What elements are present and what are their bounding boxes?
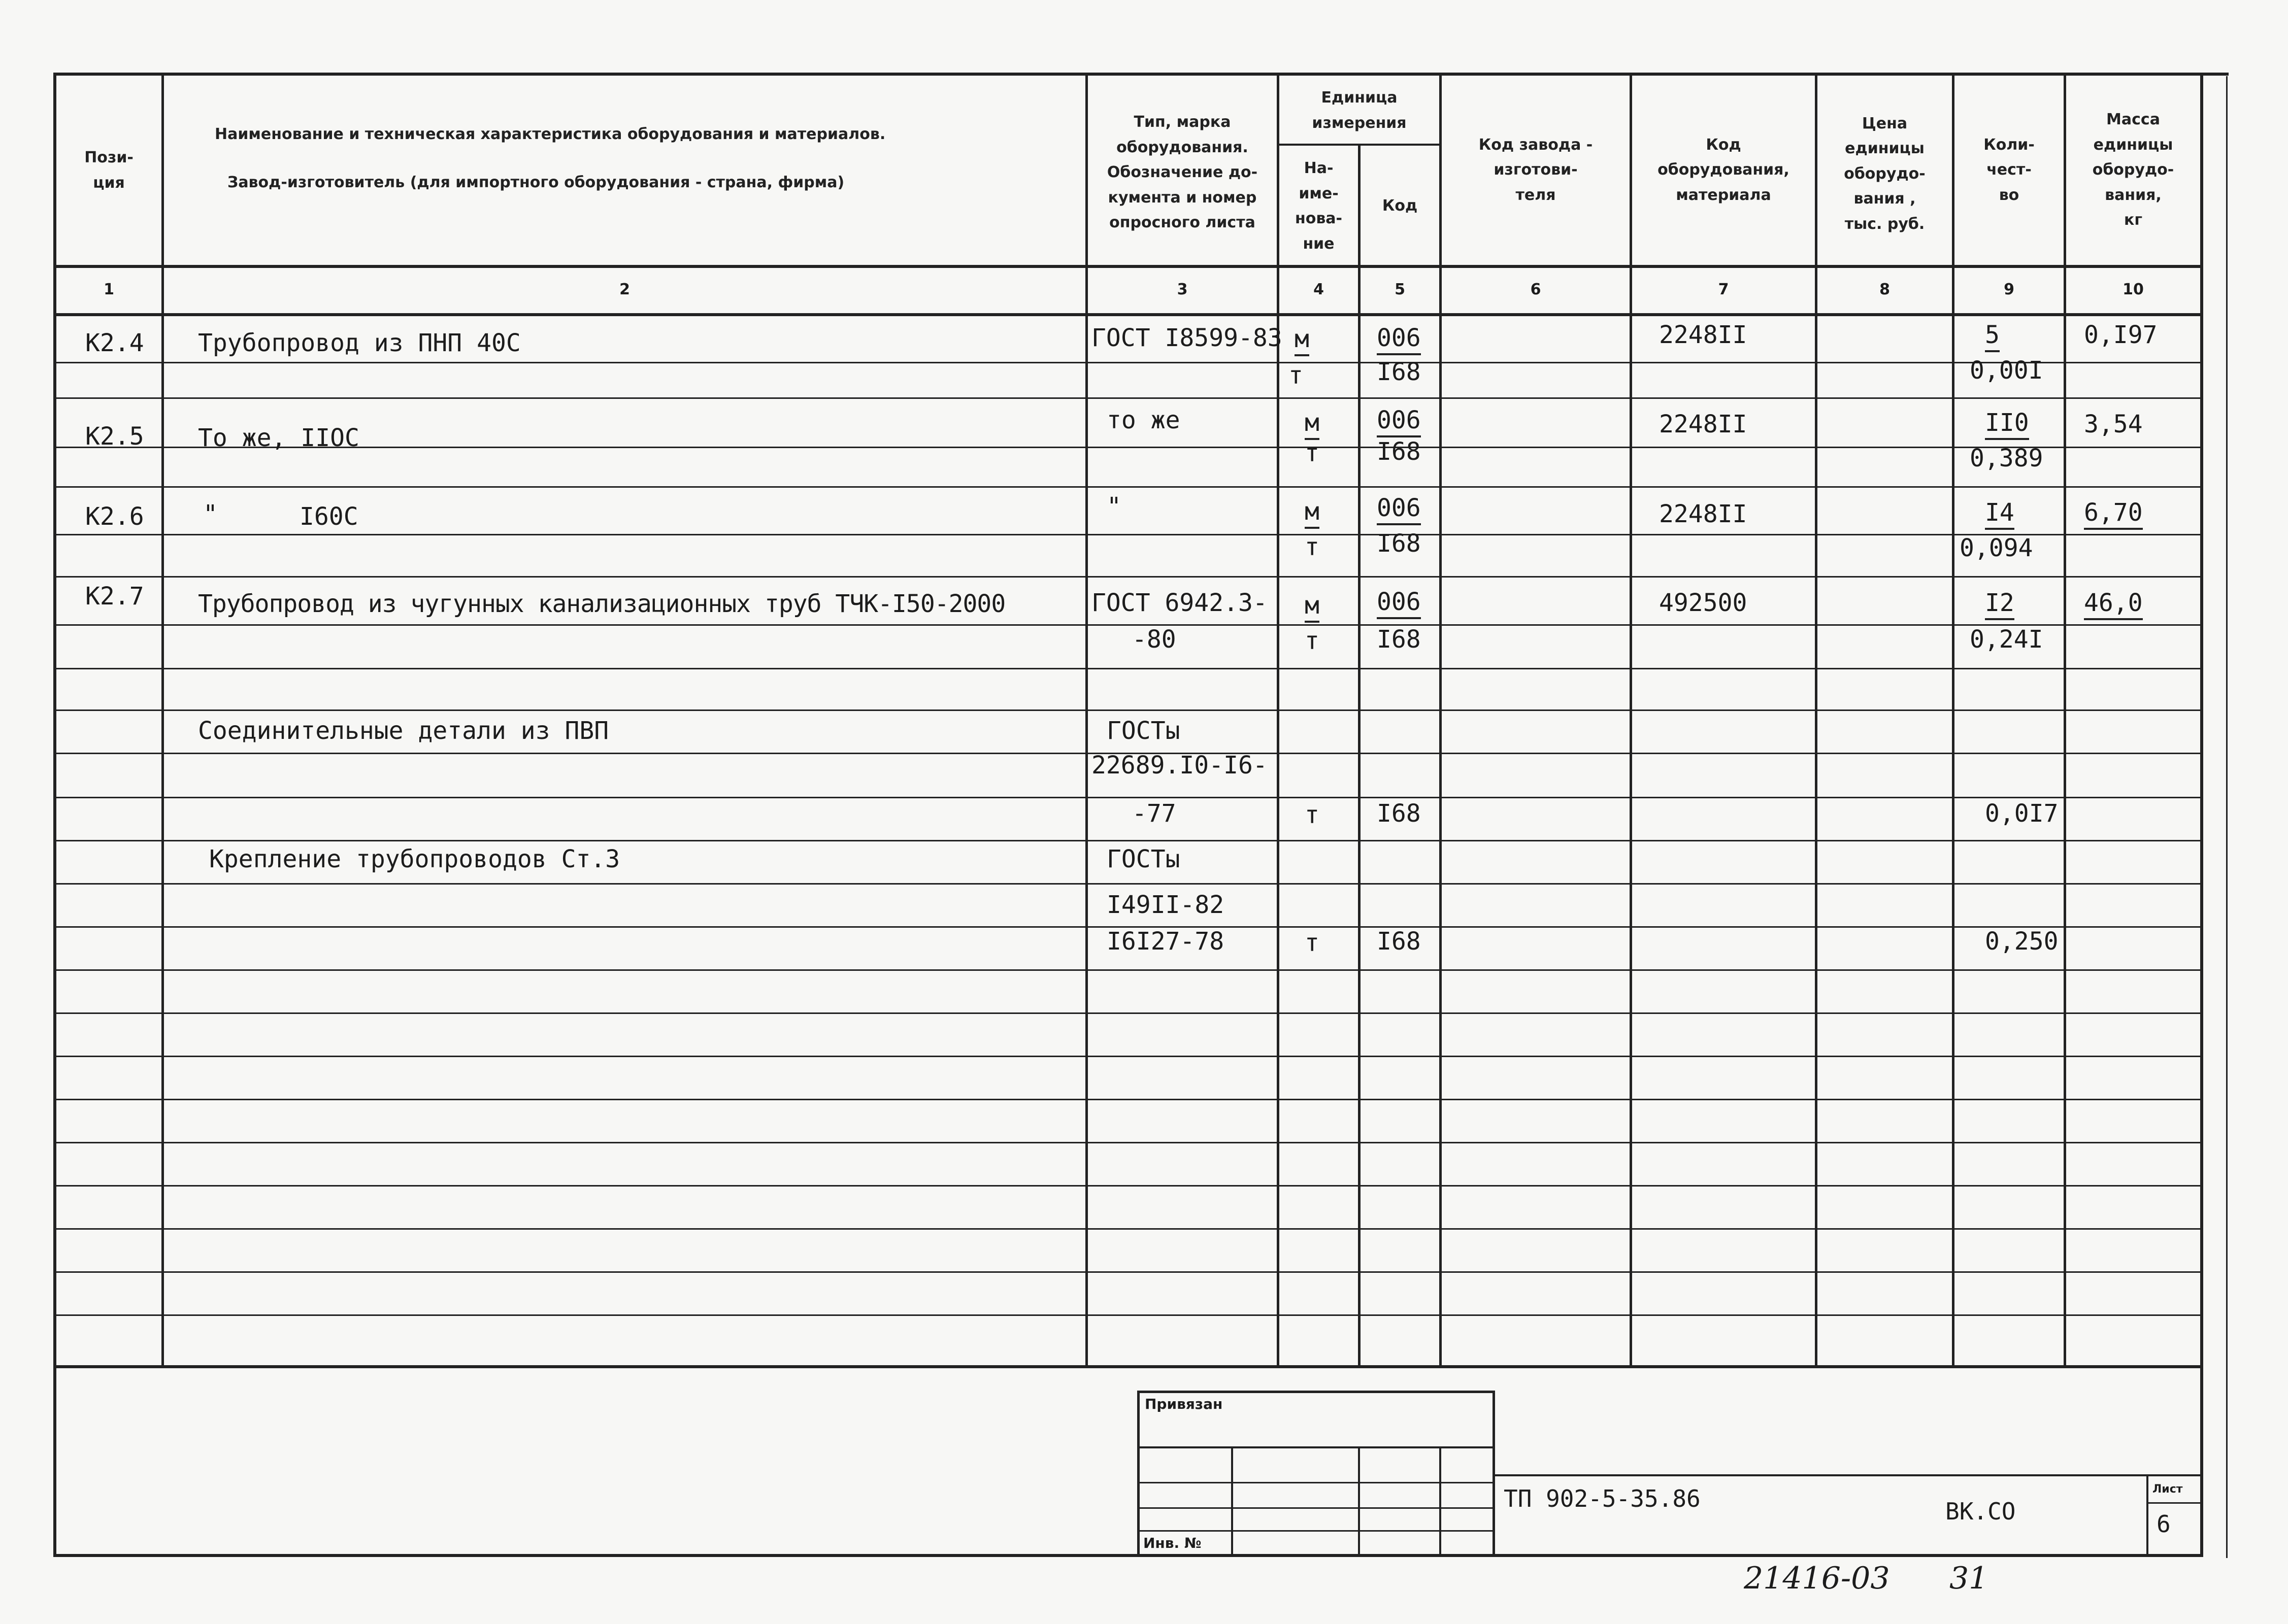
colnum-9: 9 [2004,280,2014,298]
colnum-2: 2 [619,280,630,298]
frame-right-edge [2226,76,2228,1558]
row-line [53,576,2203,578]
row-k26-doc: " [1107,492,1121,521]
header-name-line1: Наименование и техническая характеристика оборудования и материалов. [215,125,886,144]
row-k24-position: К2.4 [85,329,144,357]
handwritten-page: 31 [1949,1561,1988,1596]
header-mass: Масса единицы оборудо- вания, кг [2092,111,2174,229]
row-k26-material-code: 2248II [1659,500,1747,528]
row-line [53,797,2203,798]
header-material-code: Код оборудования, материала [1657,136,1789,204]
colnum-bottom-line [53,313,2203,316]
row-line [53,1185,2203,1187]
row-k24-qty2: 0,00I [1970,356,2043,385]
row-k25-name: То же, IIOС [198,424,359,452]
row-k25-unit2: т [1305,439,1319,467]
sheet-box-left [2146,1474,2148,1555]
stamp-row-1 [1137,1446,1495,1448]
row-k25-mass: 3,54 [2084,410,2143,438]
row-k25-doc: то же [1107,406,1180,434]
row-pvp-qty: 0,0I7 [1985,799,2059,828]
row-k24-doc: ГОСТ I8599-83 [1091,324,1282,352]
stamp-top-border [1137,1391,1495,1393]
row-line [53,362,2203,363]
row-line [53,840,2203,841]
header-quantity: Коли- чест- во [1983,136,2035,204]
row-k27-unit2: т [1305,627,1319,655]
row-line [53,883,2203,885]
title-mark: ВК.СО [1945,1498,2016,1525]
colnum-8: 8 [1879,280,1890,298]
row-k26-code2: I68 [1377,529,1421,558]
frame-bottom [53,1554,2203,1557]
row-pvp-unit: т [1305,801,1319,829]
colnum-6: 6 [1530,280,1541,298]
stamp-row-2 [1137,1482,1495,1483]
sheet-label: Лист [2152,1483,2183,1496]
header-name-line2: Завод-изготовитель (для импортного оборудования - страна, фирма) [227,174,845,192]
row-k27-name: Трубопровод из чугунных канализационных труб ТЧК-I50-2000 [198,590,1006,618]
row-line [53,1271,2203,1273]
row-k26-name-ditto: " [203,500,218,528]
row-k24-name: Трубопровод из ПНП 40С [198,329,521,357]
row-krep-code: I68 [1377,927,1421,956]
row-k24-unit2: т [1288,361,1303,390]
colnum-10: 10 [2123,280,2144,298]
row-k27-position: К2.7 [85,582,144,611]
row-line [53,486,2203,488]
unit-subheader-line [1277,144,1442,146]
sheet-box-divider [2146,1502,2203,1504]
header-position: Пози- ция [84,149,134,192]
header-unit-code: Код [1382,197,1418,215]
row-k27-qty1: I2 [1985,589,2014,620]
handwritten-number: 21416-03 [1744,1561,1890,1596]
row-k25-material-code: 2248II [1659,410,1747,438]
row-k26-code1: 006 [1377,494,1421,525]
row-k25-position: К2.5 [85,422,144,451]
row-line [53,1012,2203,1014]
row-k24-code2: I68 [1377,358,1421,386]
row-k27-unit1: м [1305,591,1319,623]
row-pvp-name: Соединительные детали из ПВП [198,717,609,745]
row-line [53,1314,2203,1316]
colnum-3: 3 [1177,280,1188,298]
row-line [53,1056,2203,1057]
row-k26-name: I60С [300,502,358,531]
header-price: Цена единицы оборудо- вания , тыс. руб. [1844,114,1926,233]
row-krep-qty: 0,250 [1985,927,2059,956]
table-bottom-line [53,1365,2203,1368]
stamp-col-3 [1439,1446,1441,1555]
row-k25-code1: 006 [1377,406,1421,437]
row-k25-code2: I68 [1377,437,1421,466]
row-k26-unit1: м [1305,497,1319,529]
row-k27-mass: 46,0 [2084,589,2143,620]
sheet-number: 6 [2157,1510,2171,1538]
row-k24-unit1: м [1295,325,1309,356]
row-k24-qty1: 5 [1985,321,2000,352]
row-pvp-doc3: -77 [1132,799,1176,828]
row-k27-qty2: 0,24I [1970,625,2043,654]
row-k26-qty1: I4 [1985,498,2014,530]
header-type: Тип, марка оборудования. Обозначение до- кумента и номер опросного листа [1107,113,1258,232]
row-pvp-doc2: 22689.I0-I6- [1091,751,1268,780]
colnum-5: 5 [1395,280,1405,298]
row-line [53,1228,2203,1230]
row-k27-code1: 006 [1377,588,1421,619]
row-line [53,969,2203,971]
title-doc-code: ТП 902-5-35.86 [1504,1485,1701,1512]
stamp-privyazan-label: Привязан [1145,1396,1223,1412]
stamp-col-2 [1358,1446,1360,1555]
stamp-row-4 [1137,1530,1495,1532]
row-k25-qty2: 0,389 [1970,444,2043,472]
row-krep-unit: т [1305,929,1319,957]
row-pvp-code: I68 [1377,799,1421,828]
row-k24-material-code: 2248II [1659,321,1747,349]
row-k27-doc1: ГОСТ 6942.3- [1091,589,1268,617]
header-unit: Единица измерения [1312,89,1407,132]
row-line [53,709,2203,711]
row-line [53,447,2203,448]
row-k27-code2: I68 [1377,625,1421,654]
header-manufacturer-code: Код завода - изготови- теля [1478,136,1593,204]
row-pvp-doc1: ГОСТы [1107,717,1180,745]
row-k25-qty1: II0 [1985,409,2029,440]
frame-top [53,73,2229,76]
row-k27-material-code: 492500 [1659,589,1747,617]
stamp-col-1 [1231,1446,1233,1555]
row-k27-doc2: -80 [1132,625,1176,654]
row-krep-doc3: I6I27-78 [1107,927,1224,956]
row-k26-mass: 6,70 [2084,498,2143,530]
title-block-line [1493,1474,2203,1476]
row-krep-doc1: ГОСТы [1107,845,1180,873]
row-k24-code1: 006 [1377,324,1421,355]
row-k25-unit1: м [1305,409,1319,440]
stamp-row-3 [1137,1507,1495,1509]
row-line [53,1142,2203,1143]
row-line [53,668,2203,669]
row-k26-unit2: т [1305,533,1319,561]
row-krep-doc2: I49II-82 [1107,891,1224,919]
stamp-inv-label: Инв. № [1143,1535,1202,1551]
header-unit-name: На- име- нова- ние [1295,159,1343,253]
frame-right [2200,73,2203,1557]
row-line [53,1099,2203,1100]
row-k26-position: К2.6 [85,502,144,531]
row-k26-qty2: 0,094 [1960,534,2033,562]
colnum-4: 4 [1313,280,1324,298]
row-k24-mass: 0,I97 [2084,321,2158,349]
row-krep-name: Крепление трубопроводов Ст.3 [209,845,620,873]
colnum-7: 7 [1718,280,1729,298]
row-line [53,397,2203,399]
row-line [53,534,2203,535]
row-line [53,624,2203,626]
colnum-1: 1 [104,280,114,298]
col-line-4 [1358,145,1361,1367]
